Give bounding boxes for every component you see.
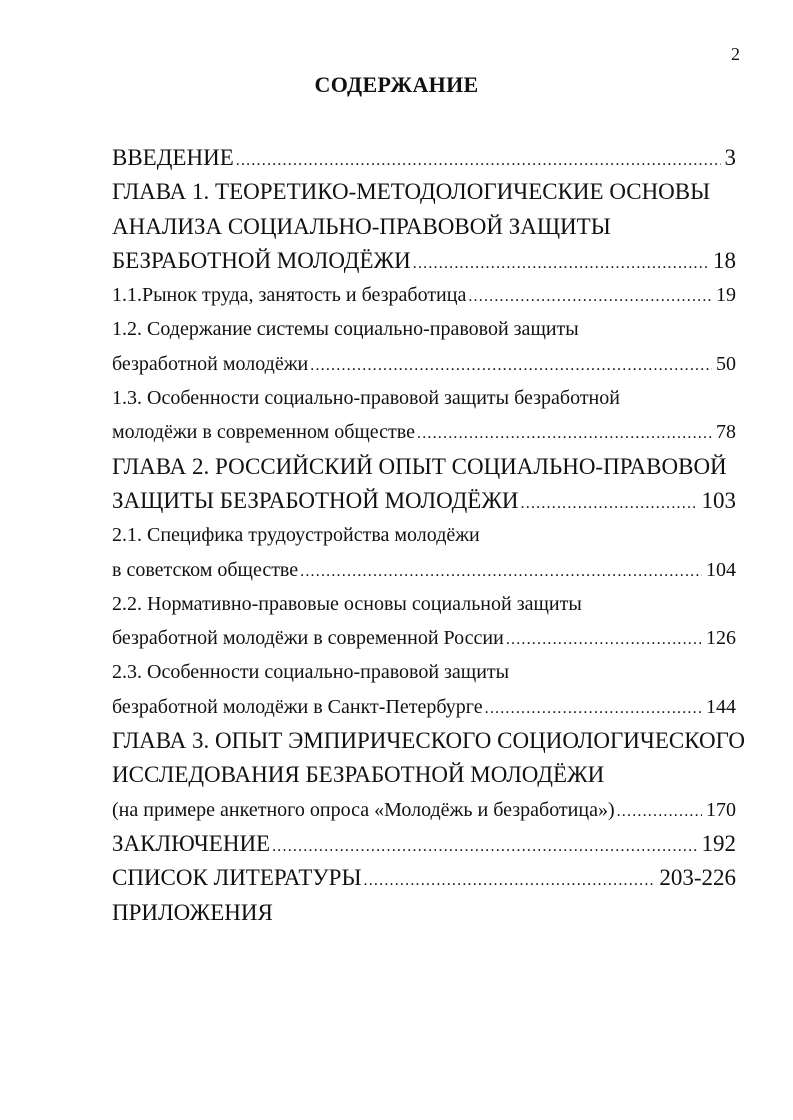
toc-entry xyxy=(112,312,736,346)
toc-entry xyxy=(112,724,745,758)
toc-entry xyxy=(112,793,736,827)
dot-leader xyxy=(468,280,712,314)
toc-entry xyxy=(112,450,736,484)
dot-leader xyxy=(364,864,656,898)
toc-entry-text: безработной молодёжи в современной России xyxy=(112,627,504,650)
toc-entry-text: в советском обществе xyxy=(112,558,299,581)
toc-entry-page: 103 xyxy=(701,487,736,513)
toc-entry-text: ЗАКЛЮЧЕНИЕ xyxy=(112,830,271,856)
toc-entry xyxy=(112,690,736,724)
dot-leader xyxy=(272,830,697,864)
toc-entry-page: 126 xyxy=(706,627,736,650)
toc-entry xyxy=(112,758,736,792)
toc-entry xyxy=(112,861,736,895)
toc-entry-text: ГЛАВА 2. РОССИЙСКИЙ ОПЫТ СОЦИАЛЬНО-ПРАВОВОЙ xyxy=(112,453,727,479)
dot-leader xyxy=(417,417,712,451)
toc-entry-text: 2.1. Специфика трудоустройства молодёжи xyxy=(112,524,480,547)
toc-entry-page: 170 xyxy=(706,798,736,821)
toc-entry xyxy=(112,210,736,244)
toc-entry xyxy=(112,415,736,449)
toc-entry-text: 2.3. Особенности социально-правовой защиты xyxy=(112,661,510,684)
toc-entry-page: 203-226 xyxy=(659,865,736,891)
toc-entry-text: ИССЛЕДОВАНИЯ БЕЗРАБОТНОЙ МОЛОДЁЖИ xyxy=(112,762,605,788)
page-title: СОДЕРЖАНИЕ xyxy=(314,72,479,97)
toc-entry-text: молодёжи в современном обществе xyxy=(112,421,415,444)
toc-entry xyxy=(112,896,736,930)
dot-leader xyxy=(413,247,709,281)
dot-leader xyxy=(310,349,712,383)
toc-entry-text: 2.2. Нормативно-правовые основы социальной защиты xyxy=(112,592,582,615)
toc-entry-page: 3 xyxy=(724,145,736,170)
toc-entry-text: 1.2. Содержание системы социально-правовой защиты xyxy=(112,318,579,341)
toc-entry-page: 18 xyxy=(713,247,736,273)
toc-entry-page: 192 xyxy=(701,830,736,856)
toc-entry xyxy=(112,244,736,278)
toc-entry-text: ВВЕДЕНИЕ xyxy=(112,145,234,170)
toc-entry-text: СПИСОК ЛИТЕРАТУРЫ xyxy=(112,865,362,891)
dot-leader xyxy=(485,692,702,726)
dot-leader xyxy=(300,555,702,589)
dot-leader xyxy=(506,623,702,657)
toc-entry-text: ЗАЩИТЫ БЕЗРАБОТНОЙ МОЛОДЁЖИ xyxy=(112,487,519,513)
dot-leader xyxy=(236,144,721,178)
toc-entry-text: безработной молодёжи xyxy=(112,352,309,375)
toc-entry xyxy=(112,278,736,312)
toc-entry-text: БЕЗРАБОТНОЙ МОЛОДЁЖИ xyxy=(112,247,411,273)
toc-entry xyxy=(112,347,736,381)
toc-entry-page: 19 xyxy=(716,284,736,307)
toc-entry xyxy=(112,141,736,175)
toc-entry-text: безработной молодёжи в Санкт-Петербурге xyxy=(112,695,483,718)
table-of-contents xyxy=(112,141,745,930)
toc-entry-text: ГЛАВА 1. ТЕОРЕТИКО-МЕТОДОЛОГИЧЕСКИЕ ОСНОВЫ xyxy=(112,179,711,205)
toc-entry xyxy=(112,655,736,689)
toc-entry xyxy=(112,587,736,621)
toc-entry-text: 1.1.Рынок труда, занятость и безработица xyxy=(112,284,467,307)
dot-leader xyxy=(617,795,702,829)
toc-entry-page: 144 xyxy=(706,695,736,718)
toc-entry-page: 104 xyxy=(706,558,736,581)
page-number: 2 xyxy=(731,44,740,64)
toc-entry xyxy=(112,553,736,587)
toc-entry-text: ГЛАВА 3. ОПЫТ ЭМПИРИЧЕСКОГО СОЦИОЛОГИЧЕСКОГО xyxy=(112,728,745,754)
toc-entry xyxy=(112,175,736,209)
toc-entry-text: 1.3. Особенности социально-правовой защиты безработной xyxy=(112,387,620,410)
toc-entry-text: АНАЛИЗА СОЦИАЛЬНО-ПРАВОВОЙ ЗАЩИТЫ xyxy=(112,213,611,239)
toc-entry xyxy=(112,518,736,552)
toc-entry xyxy=(112,621,736,655)
toc-entry-page: 50 xyxy=(716,352,736,375)
toc-entry xyxy=(112,484,736,518)
toc-entry xyxy=(112,381,736,415)
toc-entry xyxy=(112,827,736,861)
toc-entry-page: 78 xyxy=(716,421,736,444)
dot-leader xyxy=(521,487,698,521)
toc-entry-text: ПРИЛОЖЕНИЯ xyxy=(112,899,273,925)
toc-entry-text: (на примере анкетного опроса «Молодёжь и безработица») xyxy=(112,798,615,821)
